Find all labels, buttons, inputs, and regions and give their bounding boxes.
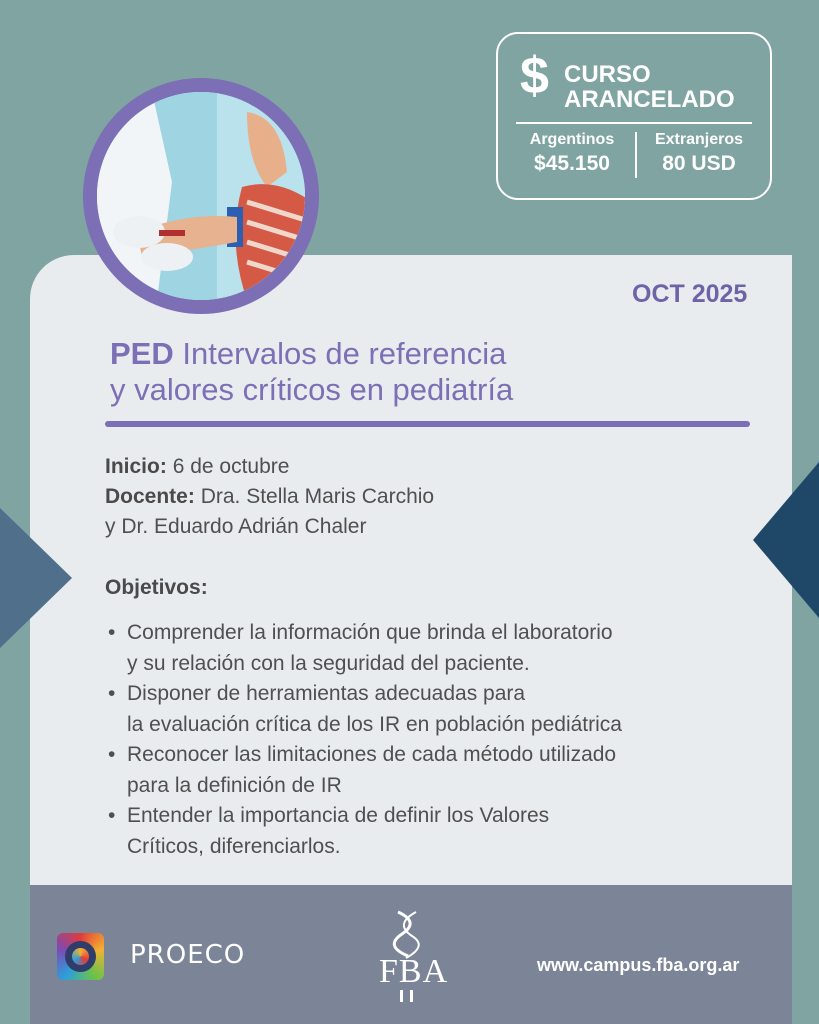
price-column-separator bbox=[635, 132, 637, 178]
proeco-logo-icon bbox=[57, 933, 104, 980]
docente-value-2: y Dr. Eduardo Adrián Chaler bbox=[105, 515, 367, 538]
title-line-1: Intervalos de referencia bbox=[182, 336, 507, 371]
course-date: OCT 2025 bbox=[632, 280, 748, 308]
objetivo-item: • Reconocer las limitaciones de cada método utilizado para la definición de IR bbox=[108, 740, 622, 801]
course-title bbox=[110, 336, 513, 408]
price-extranjeros: Extranjeros 80 USD bbox=[654, 131, 744, 175]
dollar-icon: $ bbox=[520, 47, 549, 105]
photo-image bbox=[97, 92, 305, 300]
docente-label: Docente: bbox=[105, 485, 195, 508]
right-triangle-decoration bbox=[753, 462, 819, 618]
price-divider bbox=[516, 122, 752, 124]
title-prefix: PED bbox=[110, 336, 174, 371]
inicio-value: 6 de octubre bbox=[172, 455, 290, 478]
left-triangle-decoration bbox=[0, 508, 72, 648]
campus-url[interactable]: www.campus.fba.org.ar bbox=[537, 955, 740, 975]
proeco-label: PROECO bbox=[130, 940, 246, 970]
objetivos-list bbox=[108, 618, 622, 862]
price-box bbox=[496, 32, 772, 200]
docente-value: Dra. Stella Maris Carchio bbox=[200, 485, 435, 508]
course-info bbox=[105, 452, 434, 542]
bullet-icon: • bbox=[108, 804, 116, 827]
price-argentinos: Argentinos $45.150 bbox=[529, 131, 615, 175]
objetivos-heading: Objetivos: bbox=[105, 576, 208, 599]
price-heading: CURSO ARANCELADO bbox=[564, 61, 735, 113]
bullet-icon: • bbox=[108, 621, 116, 644]
bullet-icon: • bbox=[108, 743, 116, 766]
fba-label: FBA bbox=[379, 953, 449, 990]
course-photo bbox=[83, 78, 319, 314]
objetivo-item: • Disponer de herramientas adecuadas para la evaluación crítica de los IR en población pediátrica bbox=[108, 679, 622, 740]
inicio-label: Inicio: bbox=[105, 455, 167, 478]
objetivo-item: • Comprender la información que brinda el laboratorio y su relación con la seguridad del paciente. bbox=[108, 618, 622, 679]
title-line-2: y valores críticos en pediatría bbox=[110, 372, 514, 407]
bullet-icon: • bbox=[108, 682, 116, 705]
title-underline bbox=[105, 421, 750, 427]
objetivo-item: • Entender la importancia de definir los Valores Críticos, diferenciarlos. bbox=[108, 801, 622, 862]
